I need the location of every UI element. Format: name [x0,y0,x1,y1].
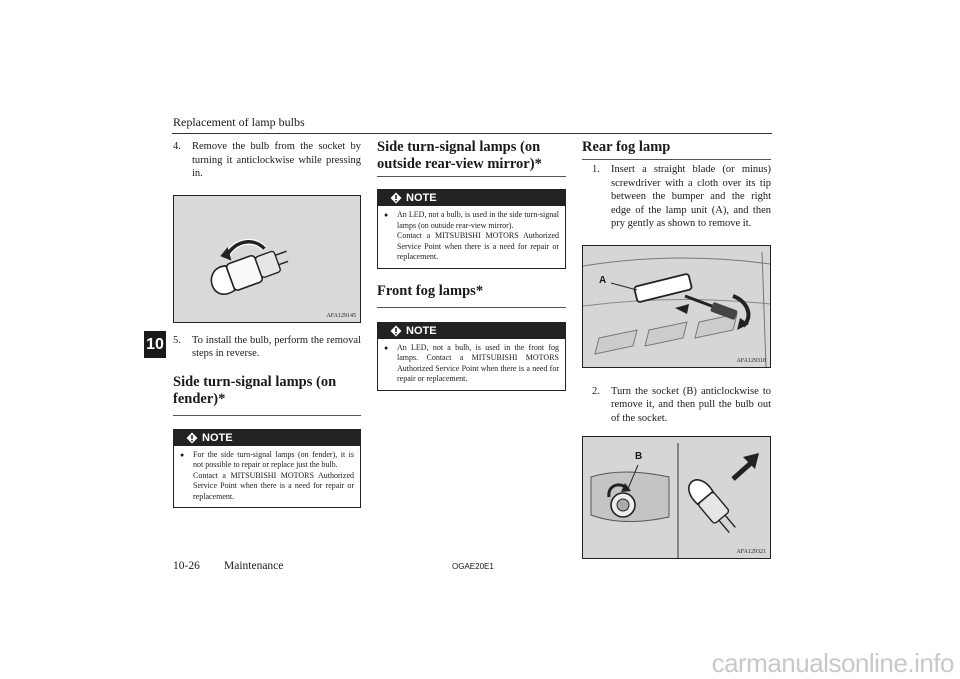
page-number: 10-26 [173,560,200,572]
section-title-fender: Side turn-signal lamps (on fender)* [173,373,337,407]
step-1 [582,163,771,231]
section-title-rear-fog: Rear fog lamp [582,139,671,155]
step-5 [173,334,361,361]
figure-socket-removal [582,436,771,559]
watermark: carmanualsonline.info [711,648,954,678]
note-body [378,339,565,390]
note-text: For the side turn-signal lamps (on fender), it is not possible to repair or replace just the bulb. Contact a MITSUBISHI MOTORS Authorized Service Point when there is a need for repair or replacement. [193,449,354,501]
note-text: An LED, not a bulb, is used in the front fog lamps. Contact a MITSUBISHI MOTORS Authorized Service Point when there is a need for repair or replacement. [397,342,559,383]
note-body [378,206,565,268]
bullet-icon: ● [180,450,185,459]
step-number: 2. [592,385,600,397]
column-left [173,136,361,508]
note-header [174,430,360,446]
chapter-tab: 10 [144,331,166,358]
step-text: Insert a straight blade (or minus) screwdriver with a cloth over its tip between the bumper and the right edge of the lamp unit (A), and then pry gently as shown to remove it. [611,164,771,229]
step-number: 5. [173,334,181,346]
note-label: NOTE [406,192,437,204]
note-box-mirror [377,189,566,269]
step-2 [582,385,771,426]
step-text: Remove the bulb from the socket by turning it anticlockwise while pressing in. [192,141,361,179]
figure-bulb-socket [173,195,361,323]
bullet-icon: ● [384,343,389,352]
rear-fog-lamp-illustration [583,246,770,367]
step-text: Turn the socket (B) anticlockwise to remove it, and then pull the bulb out of the socket. [611,385,771,424]
note-text: An LED, not a bulb, is used in the side turn-signal lamps (on outside rear-view mirror). Contact a MITSUBISHI MOTORS Authorized Service Point when there is a need for repair or replacement. [397,210,559,261]
note-body [174,446,360,508]
note-icon [390,192,402,204]
note-box-front-fog [377,322,566,391]
step-text: To install the bulb, perform the removal steps in reverse. [192,334,361,359]
note-header [378,190,565,206]
figure-code: AFA129321 [736,549,766,555]
column-middle [377,136,566,391]
section-title-front-fog: Front fog lamps* [377,282,484,299]
note-label: NOTE [406,324,437,337]
callout-label-a: A [599,274,607,286]
section-title-mirror: Side turn-signal lamps (on outside rear-view mirror)* [377,139,542,172]
bulb-socket-illustration [174,196,360,322]
figure-rear-fog-lamp [582,245,771,368]
figure-code: AFA129145 [326,312,356,319]
callout-label-b: B [635,451,643,462]
socket-removal-illustration [583,437,770,558]
step-number: 4. [173,141,181,152]
page-header-title: Replacement of lamp bulbs [173,115,305,129]
document-code: OGAE20E1 [452,562,494,571]
note-label: NOTE [202,431,233,444]
section-rule [377,176,566,177]
note-header [378,323,565,339]
section-rule [173,415,361,416]
note-icon [390,325,402,337]
section-rule [582,159,771,160]
figure-code: AFA129318 [736,357,766,364]
header-rule [172,133,772,134]
footer-section: Maintenance [224,560,284,572]
bullet-icon: ● [384,211,389,219]
section-rule [377,307,566,308]
note-box-fender [173,429,361,509]
column-right [582,136,771,559]
step-4 [173,140,361,181]
note-icon [186,432,198,444]
step-number: 1. [592,164,600,175]
